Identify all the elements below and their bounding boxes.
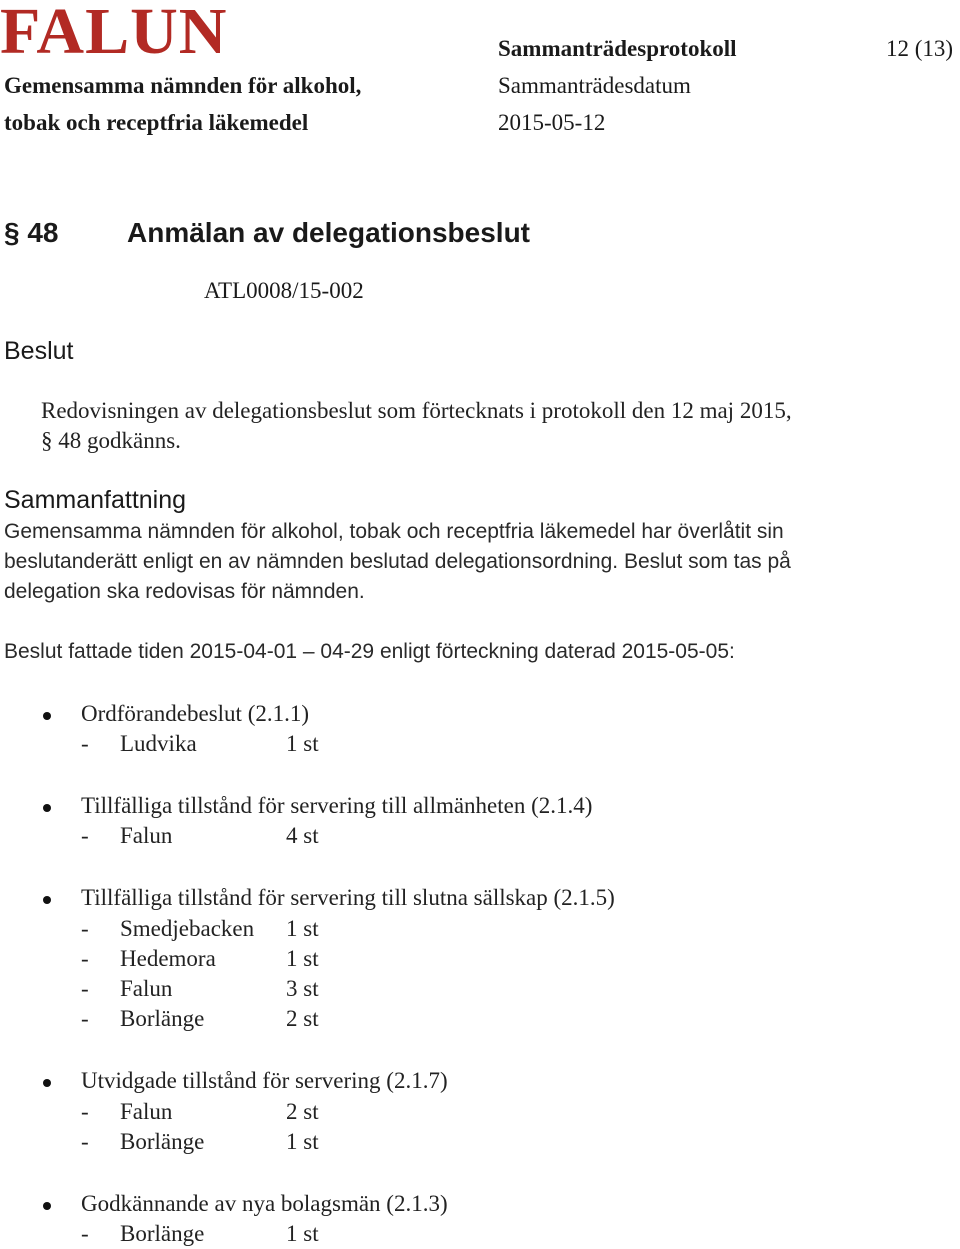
list-bullet bbox=[43, 804, 51, 812]
date-value: 2015-05-12 bbox=[498, 110, 606, 135]
list-row-dash: - bbox=[81, 731, 89, 757]
section-number: § 48 bbox=[4, 217, 59, 248]
list-row-dash: - bbox=[81, 945, 89, 971]
protocol-label: Sammanträdesprotokoll bbox=[498, 36, 737, 61]
page-number: 12 (13) bbox=[886, 36, 954, 61]
list-bullet bbox=[43, 896, 51, 904]
list-item-title: Ordförandebeslut (2.1.1) bbox=[81, 701, 310, 726]
list-bullet bbox=[43, 1202, 51, 1210]
summary-heading: Sammanfattning bbox=[4, 486, 187, 514]
list-row-count: 2 st bbox=[286, 1006, 319, 1032]
decision-heading: Beslut bbox=[4, 337, 74, 365]
list-row-place: Smedjebacken bbox=[120, 915, 255, 941]
list-row-place: Ludvika bbox=[120, 731, 197, 757]
section-title: Anmälan av delegationsbeslut bbox=[127, 217, 530, 248]
summary-line3: delegation ska redovisas för nämnden. bbox=[4, 580, 365, 603]
list-row-dash: - bbox=[81, 823, 89, 849]
list-row-count: 4 st bbox=[286, 823, 319, 849]
list-row-place: Falun bbox=[120, 823, 173, 849]
list-row-count: 1 st bbox=[286, 915, 319, 941]
list-row-dash: - bbox=[81, 976, 89, 1002]
list-bullet bbox=[43, 712, 51, 720]
list-row-dash: - bbox=[81, 915, 89, 941]
list-row-count: 1 st bbox=[286, 945, 319, 971]
org-name-line2: tobak och receptfria läkemedel bbox=[4, 110, 309, 135]
summary-line2: beslutanderätt enligt en av nämnden beslutad delegationsordning. Beslut som tas på bbox=[4, 550, 791, 573]
list-item-title: Tillfälliga tillstånd för servering till slutna sällskap (2.1.5) bbox=[81, 885, 615, 911]
list-row-count: 1 st bbox=[286, 1220, 319, 1246]
decision-line2: § 48 godkänns. bbox=[41, 428, 181, 453]
list-row-place: Falun bbox=[120, 976, 173, 1002]
list-row-count: 2 st bbox=[286, 1098, 319, 1124]
list-item-title: Utvidgade tillstånd för servering (2.1.7) bbox=[81, 1068, 448, 1094]
falun-logo bbox=[0, 0, 285, 68]
list-row-place: Borlänge bbox=[120, 1128, 205, 1154]
list-bullet bbox=[43, 1079, 51, 1087]
reference-number: ATL0008/15-002 bbox=[204, 278, 364, 303]
date-label: Sammanträdesdatum bbox=[498, 73, 691, 98]
summary-line1: Gemensamma nämnden för alkohol, tobak och receptfria läkemedel har överlåtit sin bbox=[4, 520, 784, 543]
list-row-count: 3 st bbox=[286, 976, 319, 1002]
list-row-dash: - bbox=[81, 1220, 89, 1246]
logo-text: FALUN bbox=[0, 0, 228, 68]
list-row-dash: - bbox=[81, 1128, 89, 1154]
decision-line1: Redovisningen av delegationsbeslut som förtecknats i protokoll den 12 maj 2015, bbox=[41, 398, 792, 423]
list-row-place: Falun bbox=[120, 1098, 173, 1124]
list-row-place: Hedemora bbox=[120, 945, 216, 971]
list-item-title: Godkännande av nya bolagsmän (2.1.3) bbox=[81, 1190, 448, 1216]
list-row-count: 1 st bbox=[286, 731, 319, 757]
list-row-dash: - bbox=[81, 1098, 89, 1124]
org-name-line1: Gemensamma nämnden för alkohol, bbox=[4, 73, 362, 98]
list-row-place: Borlänge bbox=[120, 1006, 205, 1032]
summary-intro: Beslut fattade tiden 2015-04-01 – 04-29 enligt förteckning daterad 2015-05-05: bbox=[4, 640, 735, 663]
list-row-place: Borlänge bbox=[120, 1220, 205, 1246]
list-row-dash: - bbox=[81, 1006, 89, 1032]
list-row-count: 1 st bbox=[286, 1128, 319, 1154]
list-item-title: Tillfälliga tillstånd för servering till allmänheten (2.1.4) bbox=[81, 793, 593, 819]
